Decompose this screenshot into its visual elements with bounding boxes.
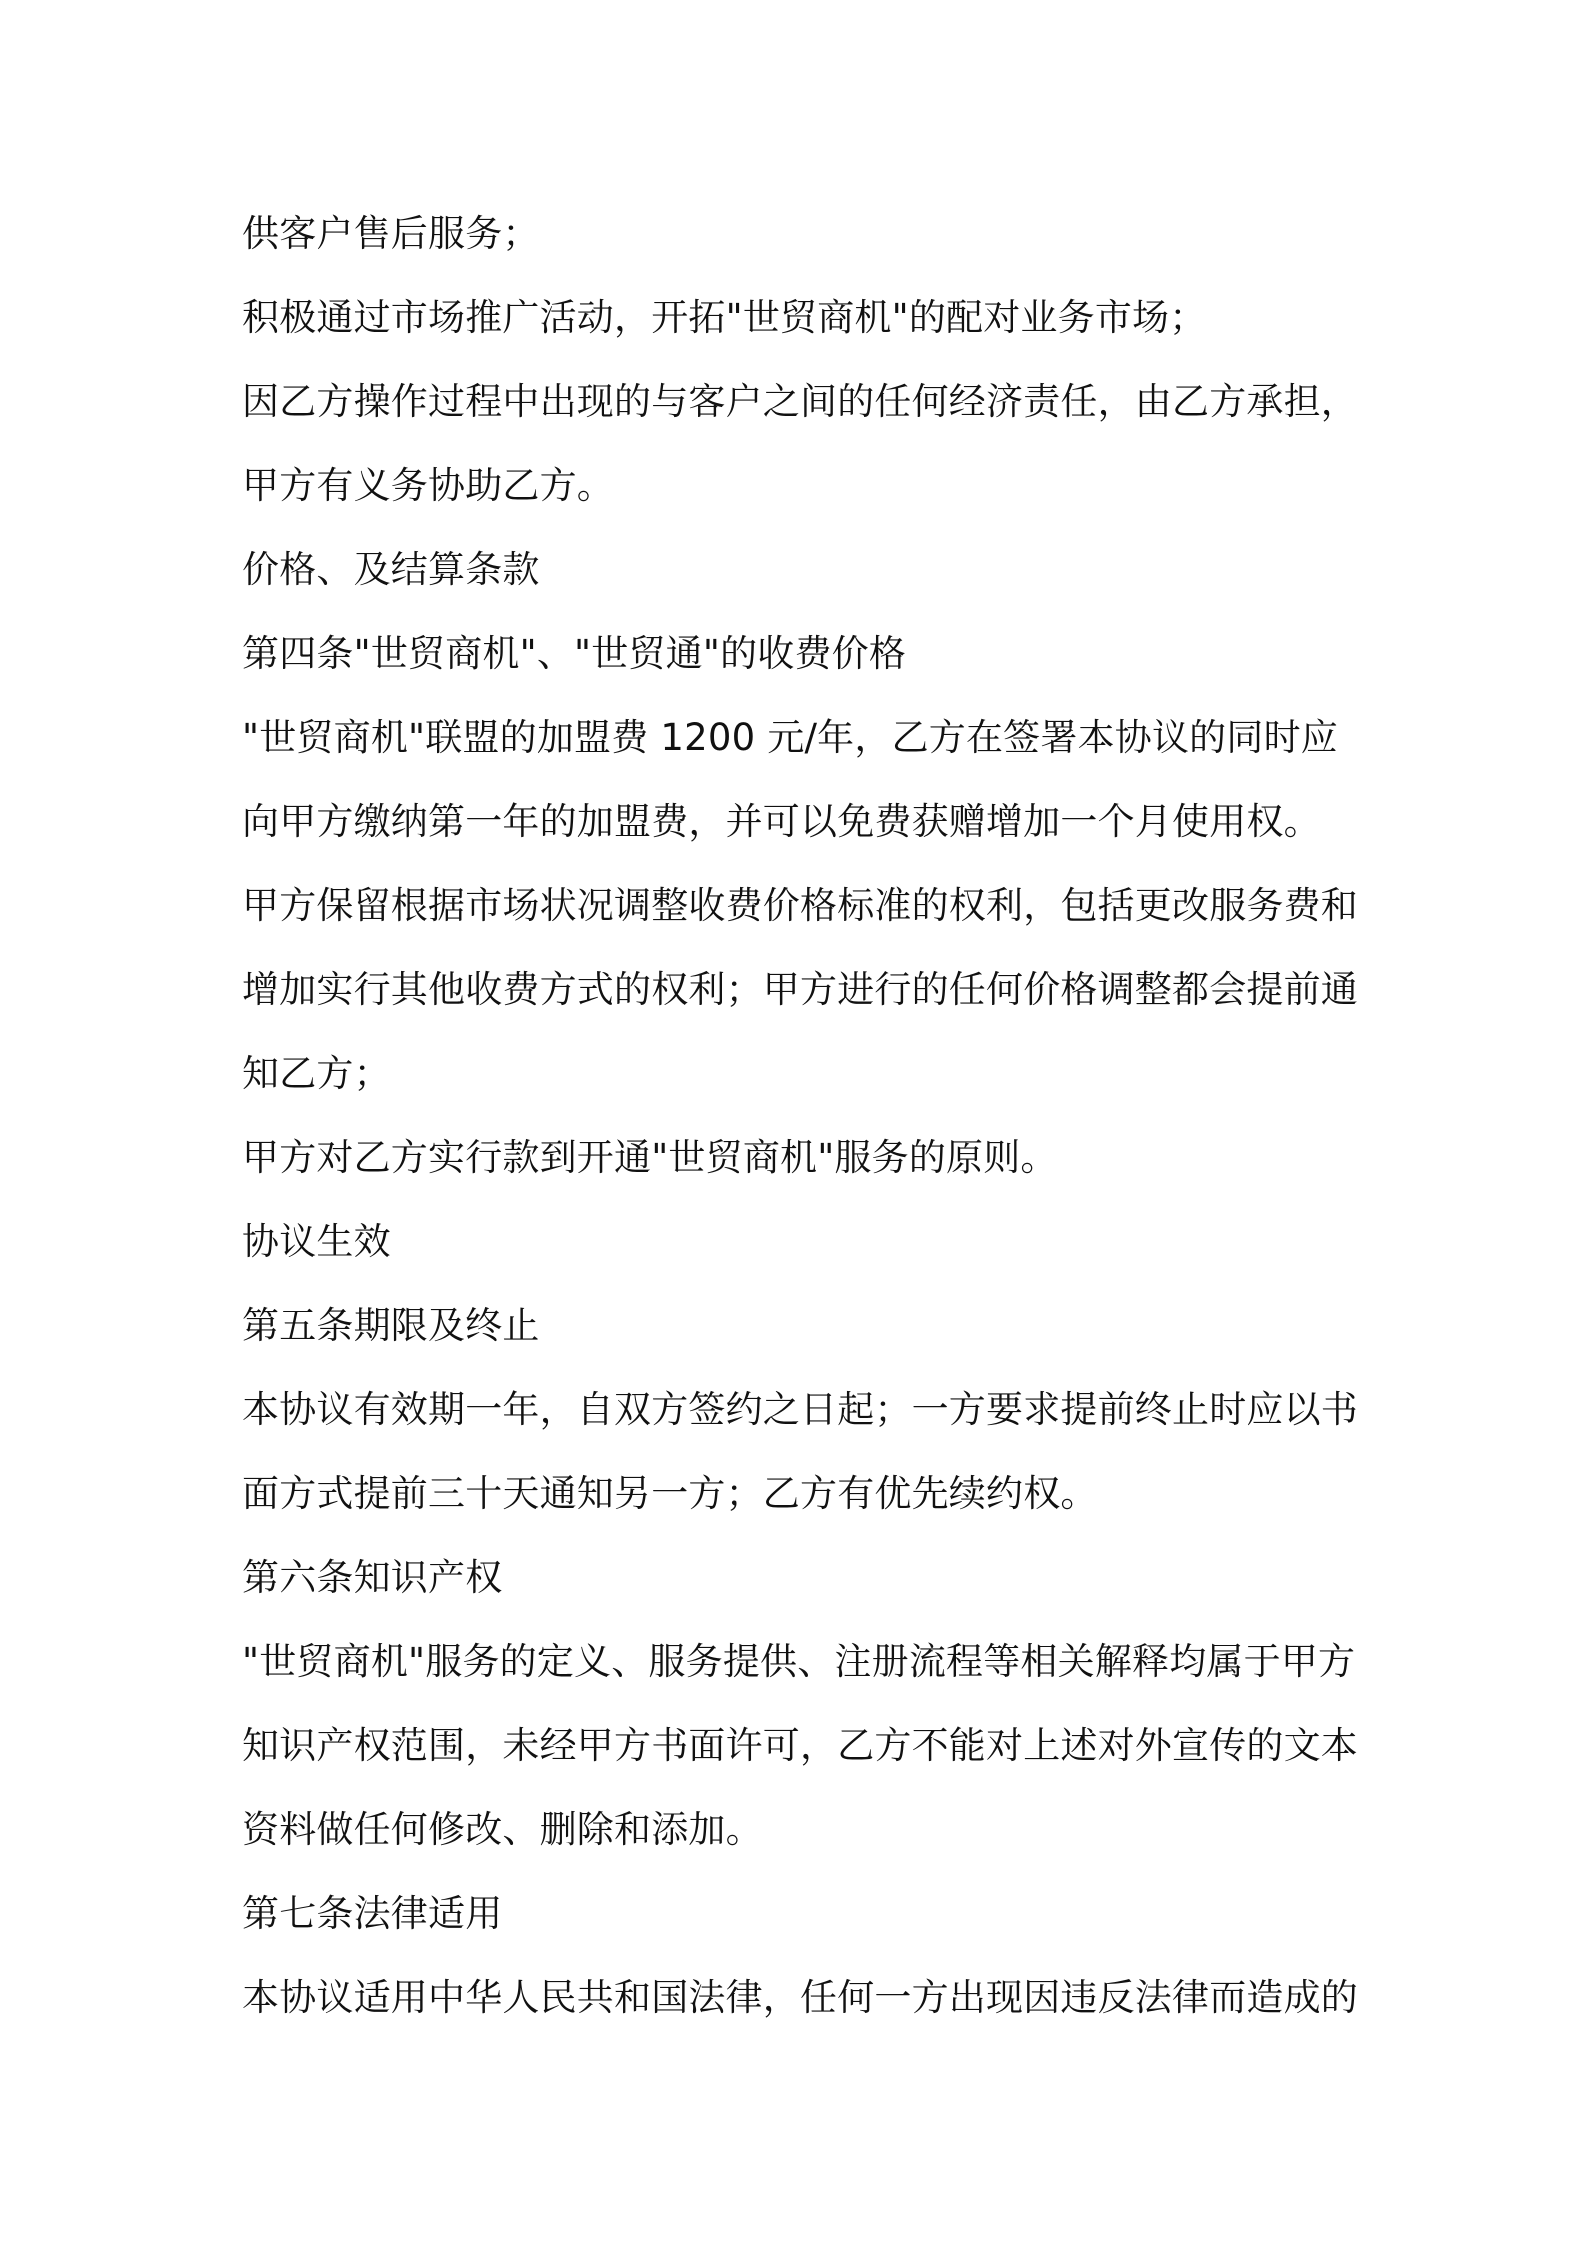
text-line: 甲方保留根据市场状况调整收费价格标准的权利，包括更改服务费和 [242, 884, 1358, 927]
text-line: 面方式提前三十天通知另一方；乙方有优先续约权。 [242, 1472, 1098, 1515]
article-heading: 第四条"世贸商机"、"世贸通"的收费价格 [242, 632, 907, 675]
article-heading: 第七条法律适用 [242, 1892, 503, 1935]
text-line: 向甲方缴纳第一年的加盟费，并可以免费获赠增加一个月使用权。 [242, 800, 1321, 843]
text-line: 本协议有效期一年，自双方签约之日起；一方要求提前终止时应以书 [242, 1388, 1358, 1431]
text-line: 积极通过市场推广活动，开拓"世贸商机"的配对业务市场； [242, 296, 1207, 339]
document-body [242, 192, 1362, 2040]
text-line: 知识产权范围，未经甲方书面许可，乙方不能对上述对外宣传的文本 [242, 1724, 1358, 1767]
text-line: 甲方有义务协助乙方。 [242, 464, 614, 507]
section-heading: 价格、及结算条款 [242, 548, 540, 591]
text-line: 供客户售后服务； [242, 212, 540, 255]
article-heading: 第五条期限及终止 [242, 1304, 540, 1347]
text-line: 因乙方操作过程中出现的与客户之间的任何经济责任，由乙方承担， [242, 380, 1358, 423]
text-line: 本协议适用中华人民共和国法律，任何一方出现因违反法律而造成的 [242, 1976, 1358, 2019]
article-heading: 第六条知识产权 [242, 1556, 503, 1599]
text-line: "世贸商机"联盟的加盟费 1200 元/年，乙方在签署本协议的同时应 [242, 716, 1338, 759]
section-heading: 协议生效 [242, 1220, 391, 1263]
text-line: "世贸商机"服务的定义、服务提供、注册流程等相关解释均属于甲方 [242, 1640, 1356, 1683]
text-line: 甲方对乙方实行款到开通"世贸商机"服务的原则。 [242, 1136, 1058, 1179]
text-line: 增加实行其他收费方式的权利；甲方进行的任何价格调整都会提前通 [242, 968, 1358, 1011]
text-line: 资料做任何修改、删除和添加。 [242, 1808, 763, 1851]
text-line: 知乙方； [242, 1052, 391, 1095]
